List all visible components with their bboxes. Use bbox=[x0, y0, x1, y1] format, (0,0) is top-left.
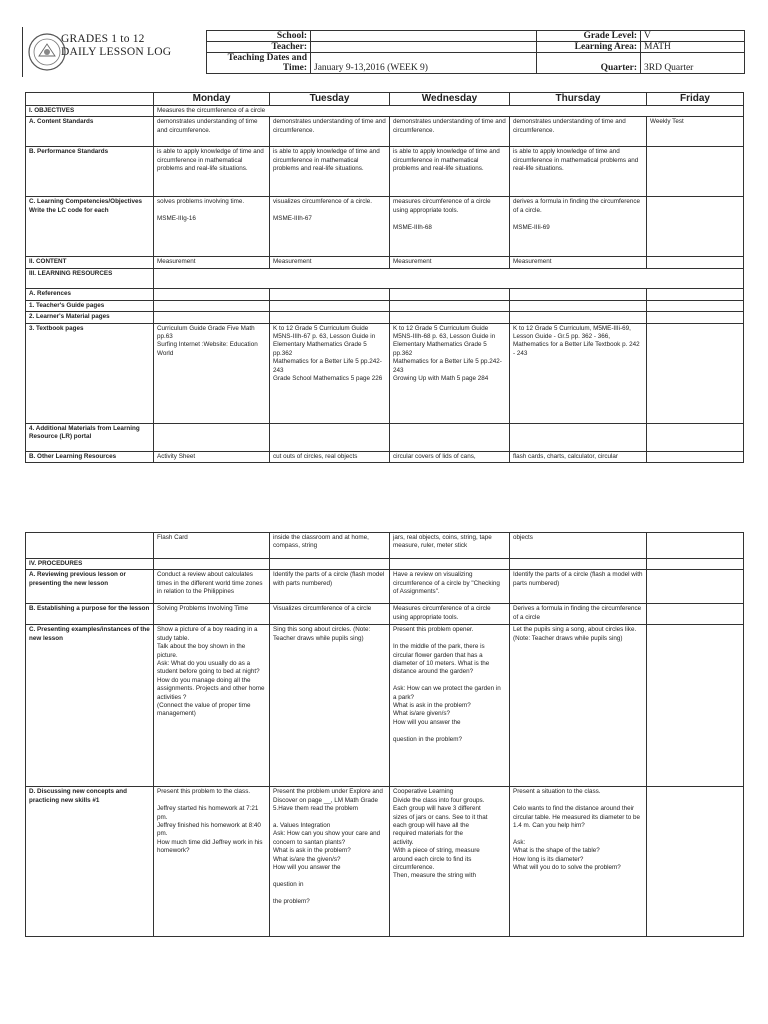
cell-monday bbox=[154, 559, 270, 570]
cell-tuesday: inside the classroom and at home, compass, string bbox=[270, 533, 390, 559]
cell-monday bbox=[154, 300, 270, 311]
cell-friday bbox=[647, 147, 744, 197]
row-label: B. Other Learning Resources bbox=[26, 451, 154, 462]
cell-monday bbox=[154, 423, 270, 451]
cell-thursday bbox=[510, 312, 647, 323]
cell-monday: Measurement bbox=[154, 257, 270, 269]
school-field[interactable] bbox=[311, 31, 537, 42]
cell-wednesday bbox=[390, 289, 510, 300]
cell-thursday: Identify the parts of a circle (flash a model with parts numbered) bbox=[510, 570, 647, 604]
row-label: C. Learning Competencies/Objectives Write the LC code for each bbox=[26, 197, 154, 257]
cell-friday bbox=[647, 625, 744, 787]
table-row bbox=[26, 451, 744, 462]
corner-cell bbox=[26, 93, 154, 106]
cell-tuesday bbox=[270, 559, 390, 570]
table-row bbox=[26, 257, 744, 269]
table-row bbox=[26, 197, 744, 257]
cell-thursday: flash cards, charts, calculator, circular bbox=[510, 451, 647, 462]
cell-thursday: is able to apply knowledge of time and circumference in mathematical problems and real-life situations. bbox=[510, 147, 647, 197]
cell-monday: Solving Problems Involving Time bbox=[154, 604, 270, 625]
cell-friday bbox=[647, 312, 744, 323]
cell-friday bbox=[647, 787, 744, 937]
table-row bbox=[26, 106, 744, 117]
school-label: School: bbox=[207, 31, 311, 42]
cell-tuesday: Measurement bbox=[270, 257, 390, 269]
cell-wednesday: Have a review on visualizing circumference of a circle by "Checking of Assignments". bbox=[390, 570, 510, 604]
cell-thursday: Measurement bbox=[510, 257, 647, 269]
cell-monday: Show a picture of a boy reading in a study table. Talk about the boy shown in the picture. Ask: What do you usually do as a student before going to bed at night? How do you manage doing all the assignments. Projects and other home activities ? (Connect the value of proper time management) bbox=[154, 625, 270, 787]
row-label: 2. Learner's Material pages bbox=[26, 312, 154, 323]
table-row bbox=[26, 423, 744, 451]
cell-friday bbox=[647, 257, 744, 269]
row-label: 3. Textbook pages bbox=[26, 323, 154, 423]
table-row bbox=[26, 323, 744, 423]
cell-wednesday: jars, real objects, coins, string, tape measure, ruler, meter stick bbox=[390, 533, 510, 559]
day-header-tuesday: Tuesday bbox=[270, 93, 390, 106]
header bbox=[22, 27, 744, 77]
row-label: B. Establishing a purpose for the lesson bbox=[26, 604, 154, 625]
teaching-dates-field[interactable]: January 9-13,2016 (WEEK 9) bbox=[311, 53, 537, 74]
row-label: A. Reviewing previous lesson or presenting the new lesson bbox=[26, 570, 154, 604]
row-label: I. OBJECTIVES bbox=[26, 106, 154, 117]
cell-thursday bbox=[510, 300, 647, 311]
table-row bbox=[26, 289, 744, 300]
cell-friday bbox=[647, 559, 744, 570]
cell-thursday: demonstrates understanding of time and circumference. bbox=[510, 117, 647, 147]
table-row bbox=[26, 312, 744, 323]
cell-monday: Present this problem to the class. Jeffrey started his homework at 7:21 pm. Jeffrey finished his homework at 8:40 pm. How much time did Jeffrey work in his homework? bbox=[154, 787, 270, 937]
cell-wednesday: K to 12 Grade 5 Curriculum Guide M5NS-IIIh-68 p. 63, Lesson Guide in Elementary Mathematics Grade 5 pp.362 Mathematics for a Better Life 5 pp.242-243 Growing Up with Math 5 page 284 bbox=[390, 323, 510, 423]
table-row bbox=[26, 570, 744, 604]
table-row bbox=[26, 559, 744, 570]
row-span-cell bbox=[154, 269, 744, 289]
cell-friday bbox=[647, 570, 744, 604]
lesson-table-part1 bbox=[25, 92, 744, 463]
cell-tuesday: Sing this song about circles. (Note: Teacher draws while pupils sing) bbox=[270, 625, 390, 787]
cell-friday bbox=[647, 423, 744, 451]
cell-wednesday: demonstrates understanding of time and circumference. bbox=[390, 117, 510, 147]
cell-monday: is able to apply knowledge of time and circumference in mathematical problems and real-life situations. bbox=[154, 147, 270, 197]
logo-area bbox=[22, 27, 207, 77]
cell-friday bbox=[647, 289, 744, 300]
cell-tuesday: visualizes circumference of a circle. MSME-IIIh-67 bbox=[270, 197, 390, 257]
cell-tuesday bbox=[270, 312, 390, 323]
cell-thursday: derives a formula in finding the circumference of a circle. MSME-IIIi-69 bbox=[510, 197, 647, 257]
day-header-wednesday: Wednesday bbox=[390, 93, 510, 106]
cell-wednesday: measures circumference of a circle using appropriate tools. MSME-IIIh-68 bbox=[390, 197, 510, 257]
cell-monday: solves problems involving time. MSME-IIIg-16 bbox=[154, 197, 270, 257]
cell-tuesday bbox=[270, 423, 390, 451]
teacher-field[interactable] bbox=[311, 42, 537, 53]
cell-thursday: K to 12 Grade 5 Curriculum, M5ME-IIIi-69, Lesson Guide - Gr.5 pp. 362 - 366, Mathematics for a Better Life Textbook p. 242 - 243 bbox=[510, 323, 647, 423]
cell-friday: Weekly Test bbox=[647, 117, 744, 147]
cell-monday bbox=[154, 289, 270, 300]
row-label: A. References bbox=[26, 289, 154, 300]
cell-tuesday: K to 12 Grade 5 Curriculum Guide M5NS-IIIh-67 p. 63, Lesson Guide in Elementary Mathematics Grade 5 pp.362 Mathematics for a Better Life 5 pp.242-243 Grade School Mathematics 5 page 226 bbox=[270, 323, 390, 423]
cell-thursday: objects bbox=[510, 533, 647, 559]
cell-friday bbox=[647, 323, 744, 423]
quarter-field[interactable]: 3RD Quarter bbox=[641, 53, 745, 74]
cell-tuesday: demonstrates understanding of time and circumference. bbox=[270, 117, 390, 147]
cell-wednesday bbox=[390, 312, 510, 323]
cell-friday bbox=[647, 451, 744, 462]
cell-thursday: Derives a formula in finding the circumference of a circle bbox=[510, 604, 647, 625]
table-row bbox=[26, 533, 744, 559]
row-span-cell: Measures the circumference of a circle bbox=[154, 106, 744, 117]
row-label bbox=[26, 533, 154, 559]
row-label: D. Discussing new concepts and practicing new skills #1 bbox=[26, 787, 154, 937]
cell-wednesday: circular covers of lids of cans, bbox=[390, 451, 510, 462]
row-label: B. Performance Standards bbox=[26, 147, 154, 197]
cell-thursday: Let the pupils sing a song, about circles like. (Note: Teacher draws while pupils sing) bbox=[510, 625, 647, 787]
cell-monday: demonstrates understanding of time and circumference. bbox=[154, 117, 270, 147]
row-label: 1. Teacher's Guide pages bbox=[26, 300, 154, 311]
cell-monday: Flash Card bbox=[154, 533, 270, 559]
form-title-line1: GRADES 1 to 12 bbox=[61, 33, 145, 45]
cell-tuesday bbox=[270, 289, 390, 300]
cell-wednesday bbox=[390, 423, 510, 451]
table-row bbox=[26, 604, 744, 625]
table-row bbox=[26, 269, 744, 289]
cell-monday: Conduct a review about calculates times in the different world time zones in relation to the Philippines bbox=[154, 570, 270, 604]
cell-monday: Curriculum Guide Grade Five Math pp.63 Surfing Internet :Website: Education World bbox=[154, 323, 270, 423]
cell-monday: Activity Sheet bbox=[154, 451, 270, 462]
teaching-dates-label: Teaching Dates and Time: bbox=[207, 53, 311, 74]
cell-tuesday: Identify the parts of a circle (flash model with parts numbered) bbox=[270, 570, 390, 604]
day-header-thursday: Thursday bbox=[510, 93, 647, 106]
row-label: II. CONTENT bbox=[26, 257, 154, 269]
cell-friday bbox=[647, 604, 744, 625]
cell-wednesday: is able to apply knowledge of time and circumference in mathematical problems and real-life situations. bbox=[390, 147, 510, 197]
cell-monday bbox=[154, 312, 270, 323]
cell-friday bbox=[647, 197, 744, 257]
table-row bbox=[26, 147, 744, 197]
teacher-label: Teacher: bbox=[207, 42, 311, 53]
cell-tuesday: Present the problem under Explore and Discover on page __, LM Math Grade 5.Have them read the problem a. Values Integration Ask: How can you show your care and concern to santan plants? What is ask in the problem? What is/are the given/s? How will you answer the question in the problem? bbox=[270, 787, 390, 937]
table-row bbox=[26, 625, 744, 787]
cell-wednesday: Measurement bbox=[390, 257, 510, 269]
cell-friday bbox=[647, 533, 744, 559]
row-label: IV. PROCEDURES bbox=[26, 559, 154, 570]
header-info-table bbox=[206, 30, 745, 74]
cell-thursday bbox=[510, 559, 647, 570]
table-row bbox=[26, 117, 744, 147]
form-title-line2: DAILY LESSON LOG bbox=[61, 46, 172, 58]
cell-tuesday bbox=[270, 300, 390, 311]
quarter-label: Quarter: bbox=[537, 53, 641, 74]
row-label: 4. Additional Materials from Learning Resource (LR) portal bbox=[26, 423, 154, 451]
day-header-friday: Friday bbox=[647, 93, 744, 106]
cell-thursday bbox=[510, 289, 647, 300]
cell-friday bbox=[647, 300, 744, 311]
cell-wednesday bbox=[390, 559, 510, 570]
table-row bbox=[26, 787, 744, 937]
cell-tuesday: Visualizes circumference of a circle bbox=[270, 604, 390, 625]
grade-level-field[interactable]: V bbox=[641, 31, 745, 42]
cell-wednesday bbox=[390, 300, 510, 311]
day-header-monday: Monday bbox=[154, 93, 270, 106]
row-label: A. Content Standards bbox=[26, 117, 154, 147]
lesson-table-part2 bbox=[25, 532, 744, 937]
cell-wednesday: Present this problem opener. In the middle of the park, there is circular flower garden that has a diameter of 10 meters. What is the distance around the garden? Ask: How can we protect the garden in a park? What is ask in the problem? What is/are given/s? How will you answer the question in the problem? bbox=[390, 625, 510, 787]
learning-area-label: Learning Area: bbox=[537, 42, 641, 53]
cell-wednesday: Measures circumference of a circle using appropriate tools. bbox=[390, 604, 510, 625]
row-label: C. Presenting examples/instances of the new lesson bbox=[26, 625, 154, 787]
cell-thursday bbox=[510, 423, 647, 451]
row-label: III. LEARNING RESOURCES bbox=[26, 269, 154, 289]
cell-tuesday: is able to apply knowledge of time and circumference in mathematical problems and real-life situations. bbox=[270, 147, 390, 197]
table-row bbox=[26, 300, 744, 311]
cell-wednesday: Cooperative Learning Divide the class into four groups. Each group will have 3 different sizes of jars or cans. See to it that each group will have all the required materials for the activity. With a piece of string, measure around each circle to find its circumference. Then, measure the string with bbox=[390, 787, 510, 937]
learning-area-field[interactable]: MATH bbox=[641, 42, 745, 53]
grade-level-label: Grade Level: bbox=[537, 31, 641, 42]
cell-tuesday: cut outs of circles, real objects bbox=[270, 451, 390, 462]
cell-thursday: Present a situation to the class. Celo wants to find the distance around their circular table. He measured its diameter to be 1.4 m. Can you help him? Ask: What is the shape of the table? How long is its diameter? What will you do to solve the problem? bbox=[510, 787, 647, 937]
